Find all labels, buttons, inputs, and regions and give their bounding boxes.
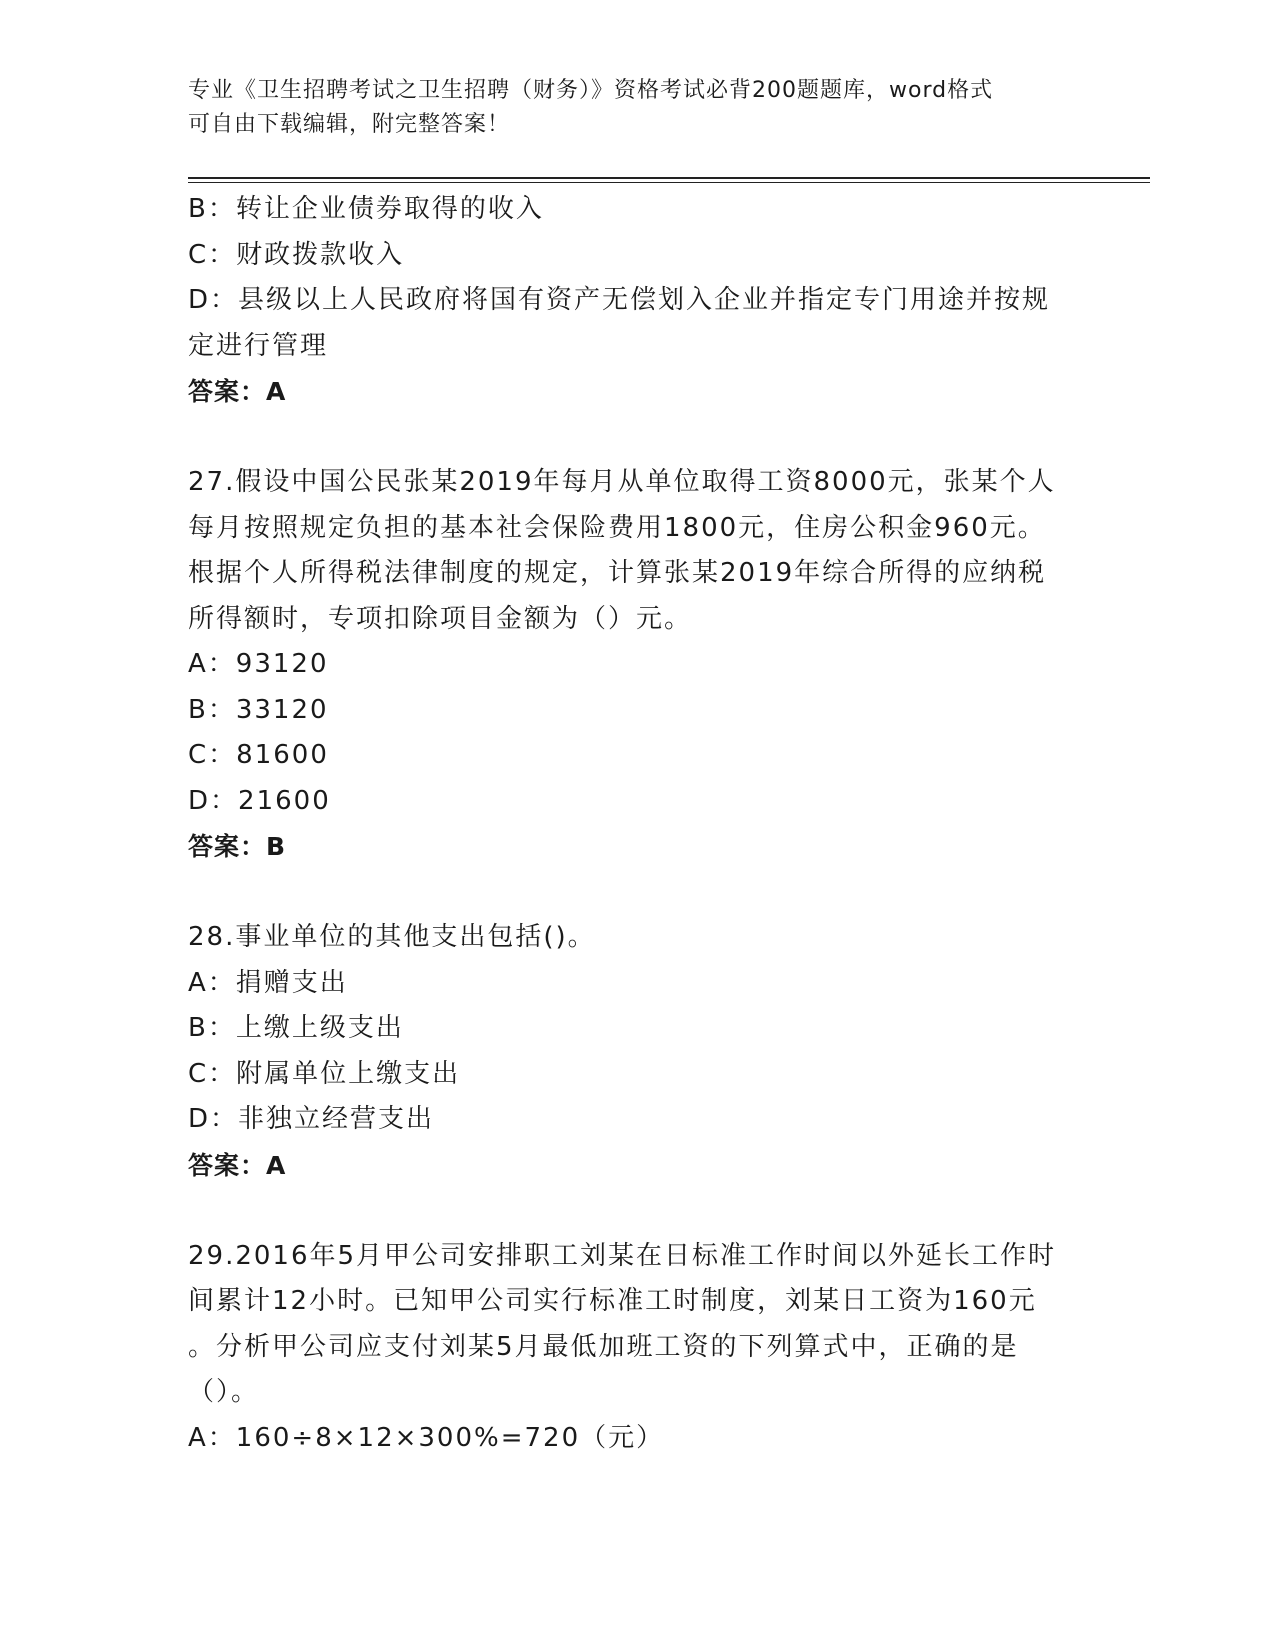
spacer: [188, 1188, 1088, 1234]
header-title-line-1: 专业《卫生招聘考试之卫生招聘（财务）》资格考试必背200题题库，word格式: [188, 78, 994, 103]
question-stem-line: 每月按照规定负担的基本社会保险费用1800元，住房公积金960元。: [188, 512, 1046, 543]
option-a: A：93120: [188, 649, 329, 679]
option-d: D：非独立经营支出: [188, 1104, 435, 1134]
answer-line: 答案：B: [188, 832, 287, 861]
question-stem-line: 29.2016年5月甲公司安排职工刘某在日标准工作时间以外延长工作时: [188, 1240, 1057, 1271]
option-b: B：33120: [188, 694, 329, 725]
question-stem-line: （）。: [188, 1377, 260, 1407]
question-content: [188, 187, 1088, 1461]
header-divider-thick: [188, 177, 1150, 179]
question-29: [188, 1234, 1088, 1462]
option-d: D：21600: [188, 785, 331, 816]
answer-line: 答案：A: [188, 377, 287, 406]
question-stem-line: 28.事业单位的其他支出包括()。: [188, 922, 596, 952]
question-stem-line: 根据个人所得税法律制度的规定，计算张某2019年综合所得的应纳税: [188, 558, 1047, 588]
option-b: B：转让企业债券取得的收入: [188, 194, 544, 224]
answer-line: 答案：A: [188, 1150, 287, 1180]
question-26-tail: [188, 187, 1088, 415]
option-d: D：县级以上人民政府将国有资产无偿划入企业并指定专门用途并按规: [188, 285, 1051, 315]
header-divider-thin: [188, 182, 1150, 183]
question-stem-line: 。分析甲公司应支付刘某5月最低加班工资的下列算式中，正确的是: [188, 1331, 1019, 1362]
option-d-continued: 定进行管理: [188, 330, 329, 361]
header-title-line-2: 可自由下载编辑，附完整答案！: [188, 112, 511, 137]
option-a: A：160÷8×12×300%=720（元）: [188, 1422, 665, 1453]
option-c: C：81600: [188, 740, 329, 770]
question-stem-line: 间累计12小时。已知甲公司实行标准工时制度，刘某日工资为160元: [188, 1286, 1037, 1316]
question-stem-line: 27.假设中国公民张某2019年每月从单位取得工资8000元，张某个人: [188, 467, 1056, 497]
spacer: [188, 415, 1088, 461]
question-28: [188, 915, 1088, 1188]
option-c: C：附属单位上缴支出: [188, 1058, 461, 1089]
question-stem-line: 所得额时，专项扣除项目金额为（）元。: [188, 603, 693, 634]
option-a: A：捐赠支出: [188, 967, 348, 998]
option-c: C：财政拨款收入: [188, 239, 405, 270]
question-27: [188, 460, 1088, 870]
document-header: [188, 74, 1088, 142]
spacer: [188, 870, 1088, 916]
option-b: B：上缴上级支出: [188, 1013, 404, 1043]
